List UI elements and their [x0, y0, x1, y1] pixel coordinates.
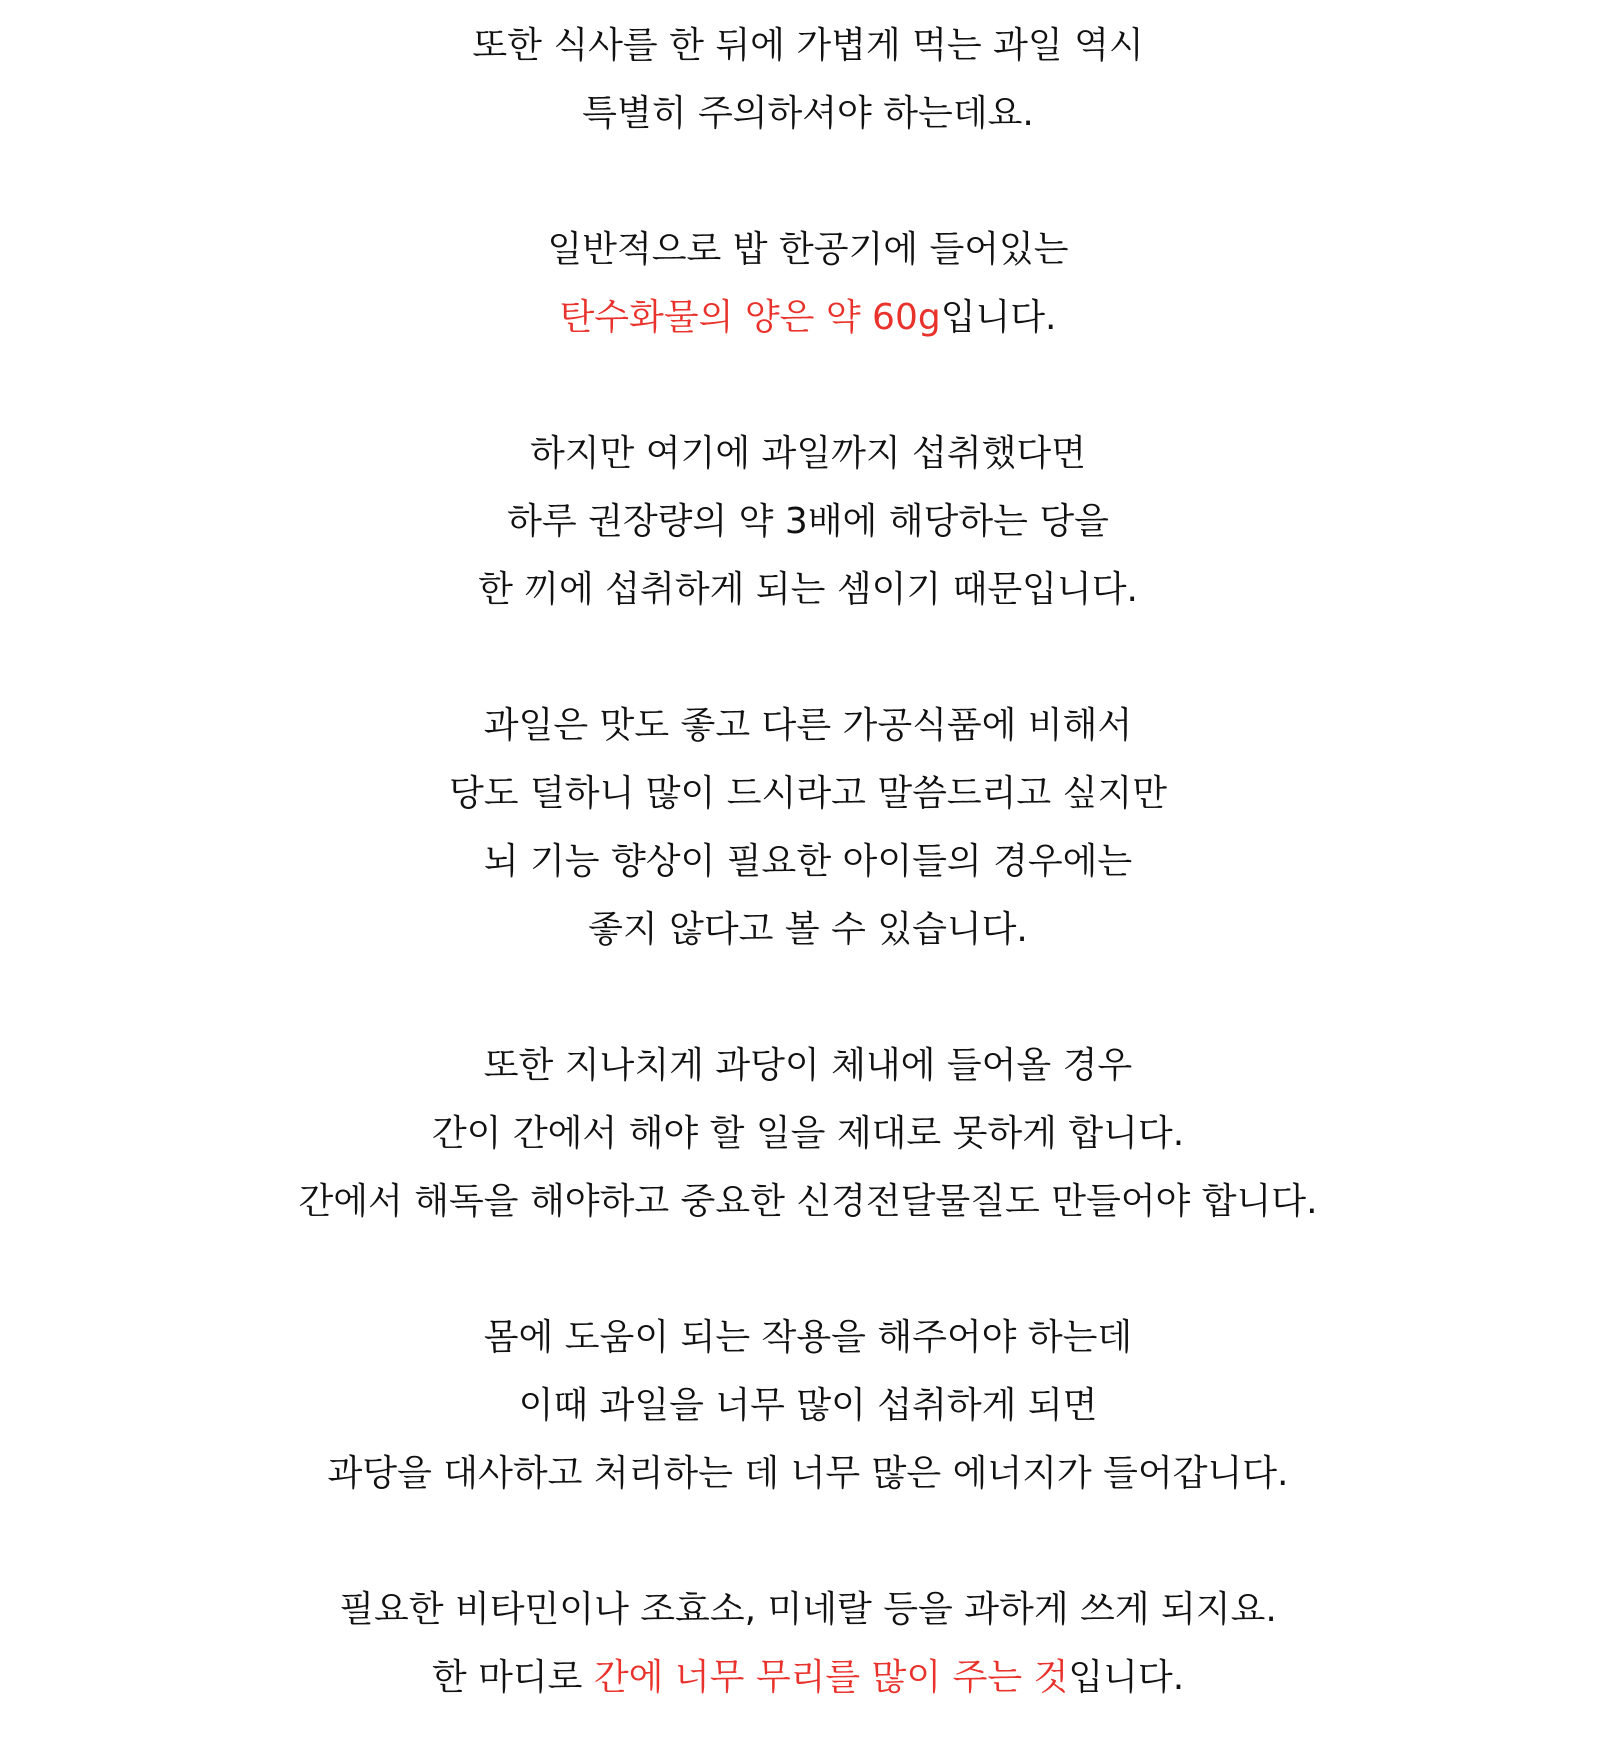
paragraph-spacer — [0, 1508, 1616, 1576]
text-line: 하루 권장량의 약 3배에 해당하는 당을 — [507, 501, 1109, 542]
text-line: 간이 간에서 해야 할 일을 제대로 못하게 합니다. — [431, 1113, 1185, 1154]
text-line: 하지만 여기에 과일까지 섭취했다면 — [530, 433, 1086, 474]
paragraph-spacer — [0, 624, 1616, 692]
text-suffix: 입니다. — [940, 297, 1057, 338]
paragraph-6 — [0, 1304, 1616, 1508]
paragraph-spacer — [0, 964, 1616, 1032]
paragraph-5 — [0, 1032, 1616, 1236]
text-line: 이때 과일을 너무 많이 섭취하게 되면 — [518, 1385, 1098, 1426]
text-line: 한 끼에 섭취하게 되는 셈이기 때문입니다. — [478, 569, 1138, 610]
text-line: 과일은 맛도 좋고 다른 가공식품에 비해서 — [483, 705, 1133, 746]
paragraph-spacer — [0, 1236, 1616, 1304]
paragraph-spacer — [0, 148, 1616, 216]
text-suffix: 입니다. — [1068, 1657, 1185, 1698]
text-line-highlighted — [0, 284, 1616, 352]
paragraph-4 — [0, 692, 1616, 964]
paragraph-2 — [0, 216, 1616, 352]
text-line: 좋지 않다고 볼 수 있습니다. — [588, 909, 1028, 950]
text-line: 또한 식사를 한 뒤에 가볍게 먹는 과일 역시 — [472, 25, 1144, 66]
highlight-text: 탄수화물의 양은 약 60g — [559, 297, 941, 338]
text-line: 몸에 도움이 되는 작용을 해주어야 하는데 — [483, 1317, 1133, 1358]
text-line: 필요한 비타민이나 조효소, 미네랄 등을 과하게 쓰게 되지요. — [339, 1589, 1277, 1630]
text-line: 과당을 대사하고 처리하는 데 너무 많은 에너지가 들어갑니다. — [327, 1453, 1289, 1494]
text-prefix: 한 마디로 — [431, 1657, 594, 1698]
text-line: 뇌 기능 향상이 필요한 아이들의 경우에는 — [483, 841, 1133, 882]
text-line: 특별히 주의하셔야 하는데요. — [582, 93, 1034, 134]
paragraph-1 — [0, 12, 1616, 148]
text-line-highlighted — [0, 1644, 1616, 1712]
paragraph-3 — [0, 420, 1616, 624]
text-line: 일반적으로 밥 한공기에 들어있는 — [547, 229, 1069, 270]
text-line: 또한 지나치게 과당이 체내에 들어올 경우 — [483, 1045, 1133, 1086]
paragraph-7 — [0, 1576, 1616, 1712]
text-line: 간에서 해독을 해야하고 중요한 신경전달물질도 만들어야 합니다. — [298, 1181, 1318, 1222]
highlight-text: 간에 너무 무리를 많이 주는 것 — [593, 1657, 1069, 1698]
text-line: 당도 덜하니 많이 드시라고 말씀드리고 싶지만 — [449, 773, 1167, 814]
paragraph-spacer — [0, 352, 1616, 420]
